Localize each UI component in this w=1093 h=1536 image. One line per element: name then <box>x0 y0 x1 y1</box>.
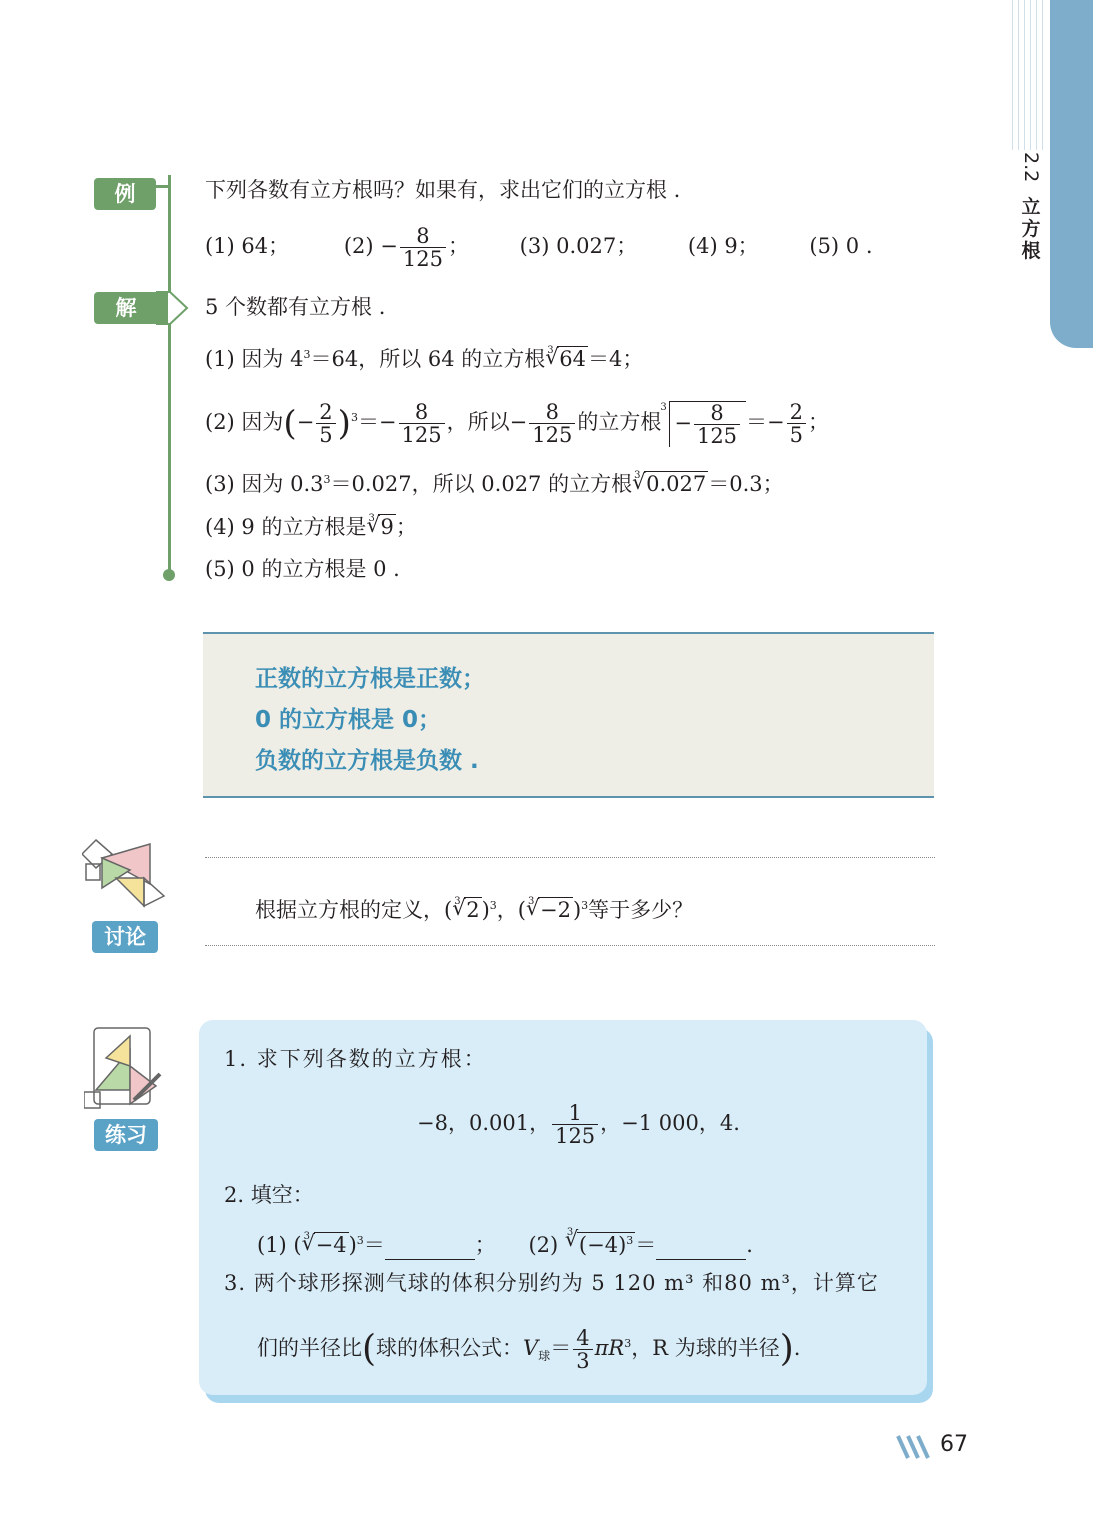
divider-dotted <box>205 857 935 858</box>
text: 们的半径比 <box>257 1336 362 1360</box>
fraction <box>529 401 575 446</box>
example-question: 下列各数有立方根吗？如果有，求出它们的立方根 . <box>205 178 681 202</box>
text: (−4) <box>578 1233 627 1257</box>
exponent: 3 <box>624 1337 632 1350</box>
text: ＝ <box>363 1233 385 1257</box>
text: (2) <box>528 1233 559 1257</box>
text: −8，0.001， <box>417 1111 551 1135</box>
denominator: 5 <box>319 423 333 447</box>
practice-tag: 练习 <box>94 1119 158 1151</box>
denominator: 125 <box>555 1124 596 1148</box>
practice-illustration-icon <box>84 1020 166 1112</box>
numerator: 2 <box>316 401 335 424</box>
solution-intro: 5 个数都有立方根 . <box>205 295 386 319</box>
text: ； <box>474 1233 496 1257</box>
summary-line-3: 负数的立方根是负数 . <box>255 748 479 774</box>
text: ＝4； <box>588 347 644 371</box>
fraction <box>316 401 335 446</box>
summary-box <box>203 632 934 798</box>
exponent: 3 <box>303 348 311 361</box>
fraction <box>399 401 445 446</box>
exponent: 3 <box>356 1234 364 1247</box>
fraction <box>787 401 806 446</box>
denominator: 3 <box>576 1349 590 1373</box>
denominator: 125 <box>402 247 443 271</box>
example-item-4: (4) 9； <box>687 234 759 258</box>
solution-arrow-icon <box>156 290 190 326</box>
example-item-3: (3) 0.027； <box>519 234 638 258</box>
text: ，所以− <box>446 410 528 434</box>
numerator: 8 <box>694 402 740 425</box>
practice-q1-numbers <box>417 1102 740 1147</box>
solution-step-1 <box>205 340 643 374</box>
subscript: 球 <box>538 1349 551 1364</box>
discussion-tag: 讨论 <box>92 921 158 953</box>
numerator: 4 <box>573 1327 592 1350</box>
root-index: √ 3 <box>368 513 375 524</box>
text: (1) ( <box>257 1233 302 1257</box>
solution-tag: 解 <box>94 292 158 324</box>
text: (4) 9 的立方根是 <box>205 515 367 539</box>
root-index: √ 3 <box>527 896 535 907</box>
radicand: 2 <box>466 898 480 922</box>
answer-blank[interactable] <box>656 1237 746 1260</box>
exponent: 3 <box>323 473 331 486</box>
denominator: 125 <box>696 423 738 448</box>
denominator: 125 <box>532 423 573 447</box>
text: ，R 为球的半径 <box>631 1336 780 1360</box>
numerator: 1 <box>552 1102 598 1125</box>
root-index: √ 3 <box>303 1231 310 1242</box>
text: 等于多少？ <box>588 898 694 922</box>
paren-open: ( <box>283 403 297 444</box>
example-item-1: (1) 64； <box>205 234 290 258</box>
bracket-tick <box>155 185 169 188</box>
practice-q3-line2 <box>257 1322 800 1378</box>
example-item-5: (5) 0 . <box>809 234 873 258</box>
discussion-question <box>255 891 693 925</box>
denominator: 5 <box>789 423 804 447</box>
cube-root <box>302 1230 349 1260</box>
solution-step-5: (5) 0 的立方根是 0 . <box>205 557 400 581</box>
practice-q2: 2. 填空： <box>224 1183 314 1207</box>
practice-q2-items <box>257 1226 753 1260</box>
cube-root <box>366 512 395 542</box>
root-index: √ 3 <box>454 896 461 907</box>
text: ，( <box>496 898 526 922</box>
text: ＝ <box>550 1336 572 1360</box>
radicand <box>577 1232 635 1257</box>
text: . <box>746 1233 753 1257</box>
fraction <box>400 225 446 270</box>
formula: πR <box>594 1336 625 1360</box>
text: ) <box>481 898 490 922</box>
exponent: 3 <box>581 899 589 912</box>
practice-q1: 1. 求下列各数的立方根： <box>224 1047 487 1071</box>
radicand: −2 <box>539 898 571 922</box>
example-items <box>205 225 873 270</box>
solution-step-3 <box>205 465 784 499</box>
numerator: 8 <box>529 401 575 424</box>
divider-dotted <box>205 945 935 946</box>
radicand: −4 <box>315 1233 347 1257</box>
margin-line <box>1042 0 1043 150</box>
section-title: 立方根 <box>1021 196 1041 263</box>
root-index: √ 3 <box>566 1227 574 1238</box>
practice-q3-line1: 3. 两个球形探测气球的体积分别约为 5 120 m³ 和80 m³，计算它 <box>224 1271 879 1295</box>
cube-root <box>545 344 588 374</box>
radicand: 64 <box>559 347 586 371</box>
example-item-2-suffix: ； <box>447 234 469 258</box>
page-stripes-icon <box>896 1434 936 1460</box>
fraction <box>573 1327 592 1372</box>
text: ； <box>395 515 417 539</box>
practice-box <box>199 1020 927 1395</box>
text: ； <box>808 410 830 434</box>
margin-line <box>1030 0 1031 150</box>
text: (3) 因为 0.3 <box>205 472 324 496</box>
root-index: 3 <box>660 401 667 413</box>
cube-root <box>526 895 573 925</box>
cube-root-large: 3 − $\frac{8}{125}$ <box>669 401 746 447</box>
discussion-illustration-icon <box>82 836 166 912</box>
text: ＝0.3； <box>708 472 784 496</box>
radicand: 9 <box>380 515 394 539</box>
exponent: 3 <box>350 411 358 424</box>
text: ＝− <box>746 410 785 434</box>
margin-line <box>1012 0 1013 150</box>
numerator: 8 <box>399 401 445 424</box>
margin-line <box>1036 0 1037 150</box>
cube-root <box>452 895 481 925</box>
cube-root <box>632 469 708 499</box>
section-heading <box>1020 152 1042 262</box>
text: ＝− <box>357 410 397 434</box>
example-item-2-prefix: (2) − <box>343 234 398 258</box>
radicand: 0.027 <box>646 472 707 496</box>
summary-line-1: 正数的立方根是正数； <box>255 666 485 692</box>
cube-root <box>565 1226 635 1260</box>
numerator: 2 <box>787 401 806 424</box>
section-number: 2.2 <box>1020 152 1042 183</box>
text: ) <box>348 1233 357 1257</box>
text: ，−1 000，4. <box>600 1111 740 1135</box>
margin-line <box>1024 0 1025 150</box>
text: . <box>793 1336 801 1360</box>
text: ＝0.027，所以 0.027 的立方根 <box>330 472 633 496</box>
fraction <box>694 402 740 447</box>
text: ＝ <box>635 1233 657 1257</box>
text: ) <box>572 898 582 922</box>
exponent: 3 <box>626 1234 634 1247</box>
exponent: 3 <box>489 899 497 912</box>
solution-bracket <box>168 175 171 575</box>
text: 根据立方根的定义，( <box>255 898 453 922</box>
text: 的立方根 <box>577 410 662 434</box>
numerator: 8 <box>400 225 446 248</box>
paren-close: ) <box>779 1328 794 1370</box>
paren-close: ) <box>337 403 351 444</box>
root-index: √ 3 <box>634 470 641 481</box>
summary-line-2: 0 的立方根是 0； <box>255 707 442 733</box>
text: (1) 因为 4 <box>205 347 304 371</box>
text: ＝64，所以 64 的立方根 <box>310 347 546 371</box>
root-index: √ 3 <box>547 345 554 356</box>
text: (2) 因为 <box>205 410 284 434</box>
page-number: 67 <box>940 1432 968 1457</box>
margin-line <box>1018 0 1019 150</box>
fraction <box>552 1102 598 1147</box>
text: 球的体积公式： <box>376 1336 524 1360</box>
chapter-side-tab <box>1050 0 1093 348</box>
denominator: 125 <box>401 423 442 447</box>
solution-step-2: (2) 因为(− $\frac{2}{5}$ )$^3$＝− $\frac{8}{125}$ ，所以− $\frac{8}{125}$ 的立方根 3 − $\frac{8}{125}$ ＝− $\frac{2}{5}$ ； <box>205 398 829 447</box>
answer-blank[interactable] <box>385 1237 475 1260</box>
example-tag: 例 <box>94 178 156 210</box>
bracket-dot <box>163 569 175 581</box>
solution-step-4 <box>205 512 417 542</box>
paren-open: ( <box>362 1328 377 1370</box>
variable: V <box>523 1336 539 1360</box>
